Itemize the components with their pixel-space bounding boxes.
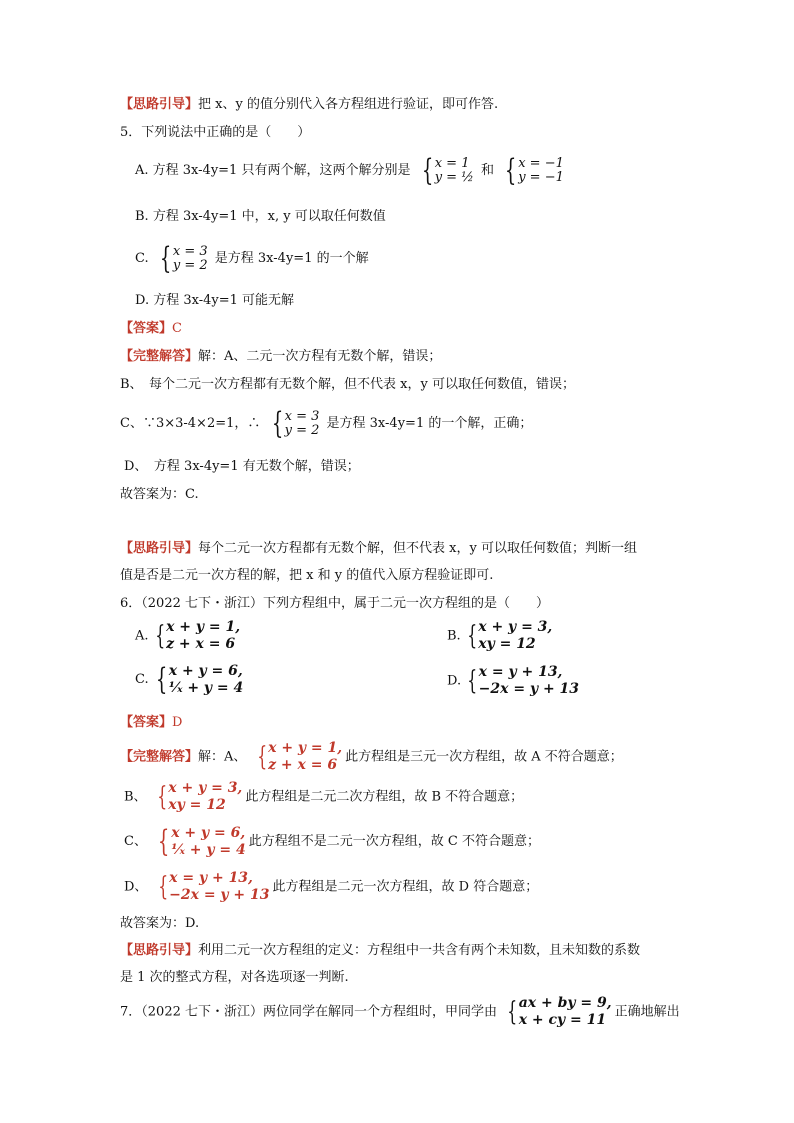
q6-solution-b: B、 { x + y = 3, xy = 12 此方程组是二元二次方程组，故 B 不符合题意； (124, 780, 524, 813)
q5-option-c: C. { x = 3 y = 2 是方程 3x-4y=1 的一个解 (135, 240, 369, 276)
q5-option-d: D. 方程 3x-4y=1 可能无解 (135, 293, 295, 308)
q6-b-system: { x + y = 3, xy = 12 (466, 619, 553, 652)
q6-option-b: B. { x + y = 3, xy = 12 (447, 619, 553, 652)
q6-option-d: D. { x = y + 13, −2x = y + 13 (447, 664, 580, 697)
hint-paragraph (120, 96, 498, 114)
q5-sol-c-system: { x = 3 y = 2 (271, 405, 320, 441)
q5-a-system-1: { x = 1 y = ½ (421, 152, 474, 188)
q6-sol-b-system: { x + y = 3, xy = 12 (157, 780, 243, 813)
q6-a-system: { x + y = 1, z + x = 6 (154, 619, 241, 652)
q6-answer: 【答案】D (120, 715, 183, 730)
q6-hint-line-1: 【思路引导】利用二元一次方程组的定义：方程组中一共含有两个未知数，且未知数的系数 (120, 943, 641, 958)
q5-solution-d: D、 方程 3x-4y=1 有无数个解，错误； (124, 459, 360, 474)
q5-solution-c: C、∵3×3-4×2=1，∴ { x = 3 y = 2 是方程 3x-4y=1 的一个解，正确； (120, 405, 533, 441)
q6-solution-d: D、 { x = y + 13, −2x = y + 13 此方程组是二元一次方程组，故 D 符合题意； (124, 870, 539, 903)
q6-d-system: { x = y + 13, −2x = y + 13 (467, 664, 580, 697)
q5-answer: 【答案】C (120, 321, 182, 336)
q6-option-c: C. { x + y = 6, ¹⁄ₓ + y = 4 (135, 661, 244, 697)
q6-c-system: { x + y = 6, ¹⁄ₓ + y = 4 (155, 661, 244, 697)
q5-hint-line-2: 值是否是二元一次方程的解，把 x 和 y 的值代入原方程验证即可. (120, 568, 494, 583)
q5-option-a-and: 和 (480, 163, 494, 178)
q5-solution-a: 【完整解答】解：A、二元一次方程有无数个解，错误； (120, 349, 442, 364)
q5-solution-b: B、 每个二元一次方程都有无数个解，但不代表 x，y 可以取任何数值，错误； (120, 377, 575, 392)
q5-c-system: { x = 3 y = 2 (159, 240, 208, 276)
q7-system: { ax + by = 9, x + cy = 11 (507, 995, 612, 1028)
question-5-stem: 5．下列说法中正确的是（ ） (120, 125, 311, 140)
question-6-stem: 6．（2022 七下・浙江）下列方程组中，属于二元一次方程组的是（ ） (120, 596, 549, 611)
q5-conclusion: 故答案为：C. (120, 487, 199, 502)
q6-sol-d-system: { x = y + 13, −2x = y + 13 (157, 870, 270, 903)
q6-conclusion: 故答案为：D. (120, 916, 200, 931)
q6-solution-c: C、 { x + y = 6, ¹⁄ₓ + y = 4 此方程组不是二元一次方程组，故 C 不符合题意； (124, 823, 540, 859)
q6-solution-a: 【完整解答】解：A、 { x + y = 1, z + x = 6 此方程组是三元一次方程组，故 A 不符合题意； (120, 740, 623, 773)
q6-hint-line-2: 是 1 次的整式方程，对各选项逐一判断. (120, 970, 349, 985)
q6-sol-c-system: { x + y = 6, ¹⁄ₓ + y = 4 (157, 823, 246, 859)
q5-option-a (135, 151, 567, 191)
hint-tag: 【思路引导】 (120, 97, 199, 112)
q5-a-system-2: { x = −1 y = −1 (504, 152, 564, 188)
hint-text: 把 x、y 的值分别代入各方程组进行验证，即可作答. (198, 97, 499, 112)
q5-option-b: B. 方程 3x-4y=1 中，x, y 可以取任何数值 (135, 209, 386, 224)
question-7-stem: 7．（2022 七下・浙江）两位同学在解同一个方程组时，甲同学由 { ax + by = 9, x + cy = 11 正确地解出 (120, 995, 680, 1028)
q5-option-a-text: A. 方程 3x-4y=1 只有两个解，这两个解分别是 (135, 163, 411, 178)
q6-option-a: A. { x + y = 1, z + x = 6 (135, 619, 241, 652)
q5-hint-line-1: 【思路引导】每个二元一次方程都有无数个解，但不代表 x，y 可以取任何数值；判断一组 (120, 541, 637, 556)
q6-sol-a-system: { x + y = 1, z + x = 6 (256, 740, 343, 773)
